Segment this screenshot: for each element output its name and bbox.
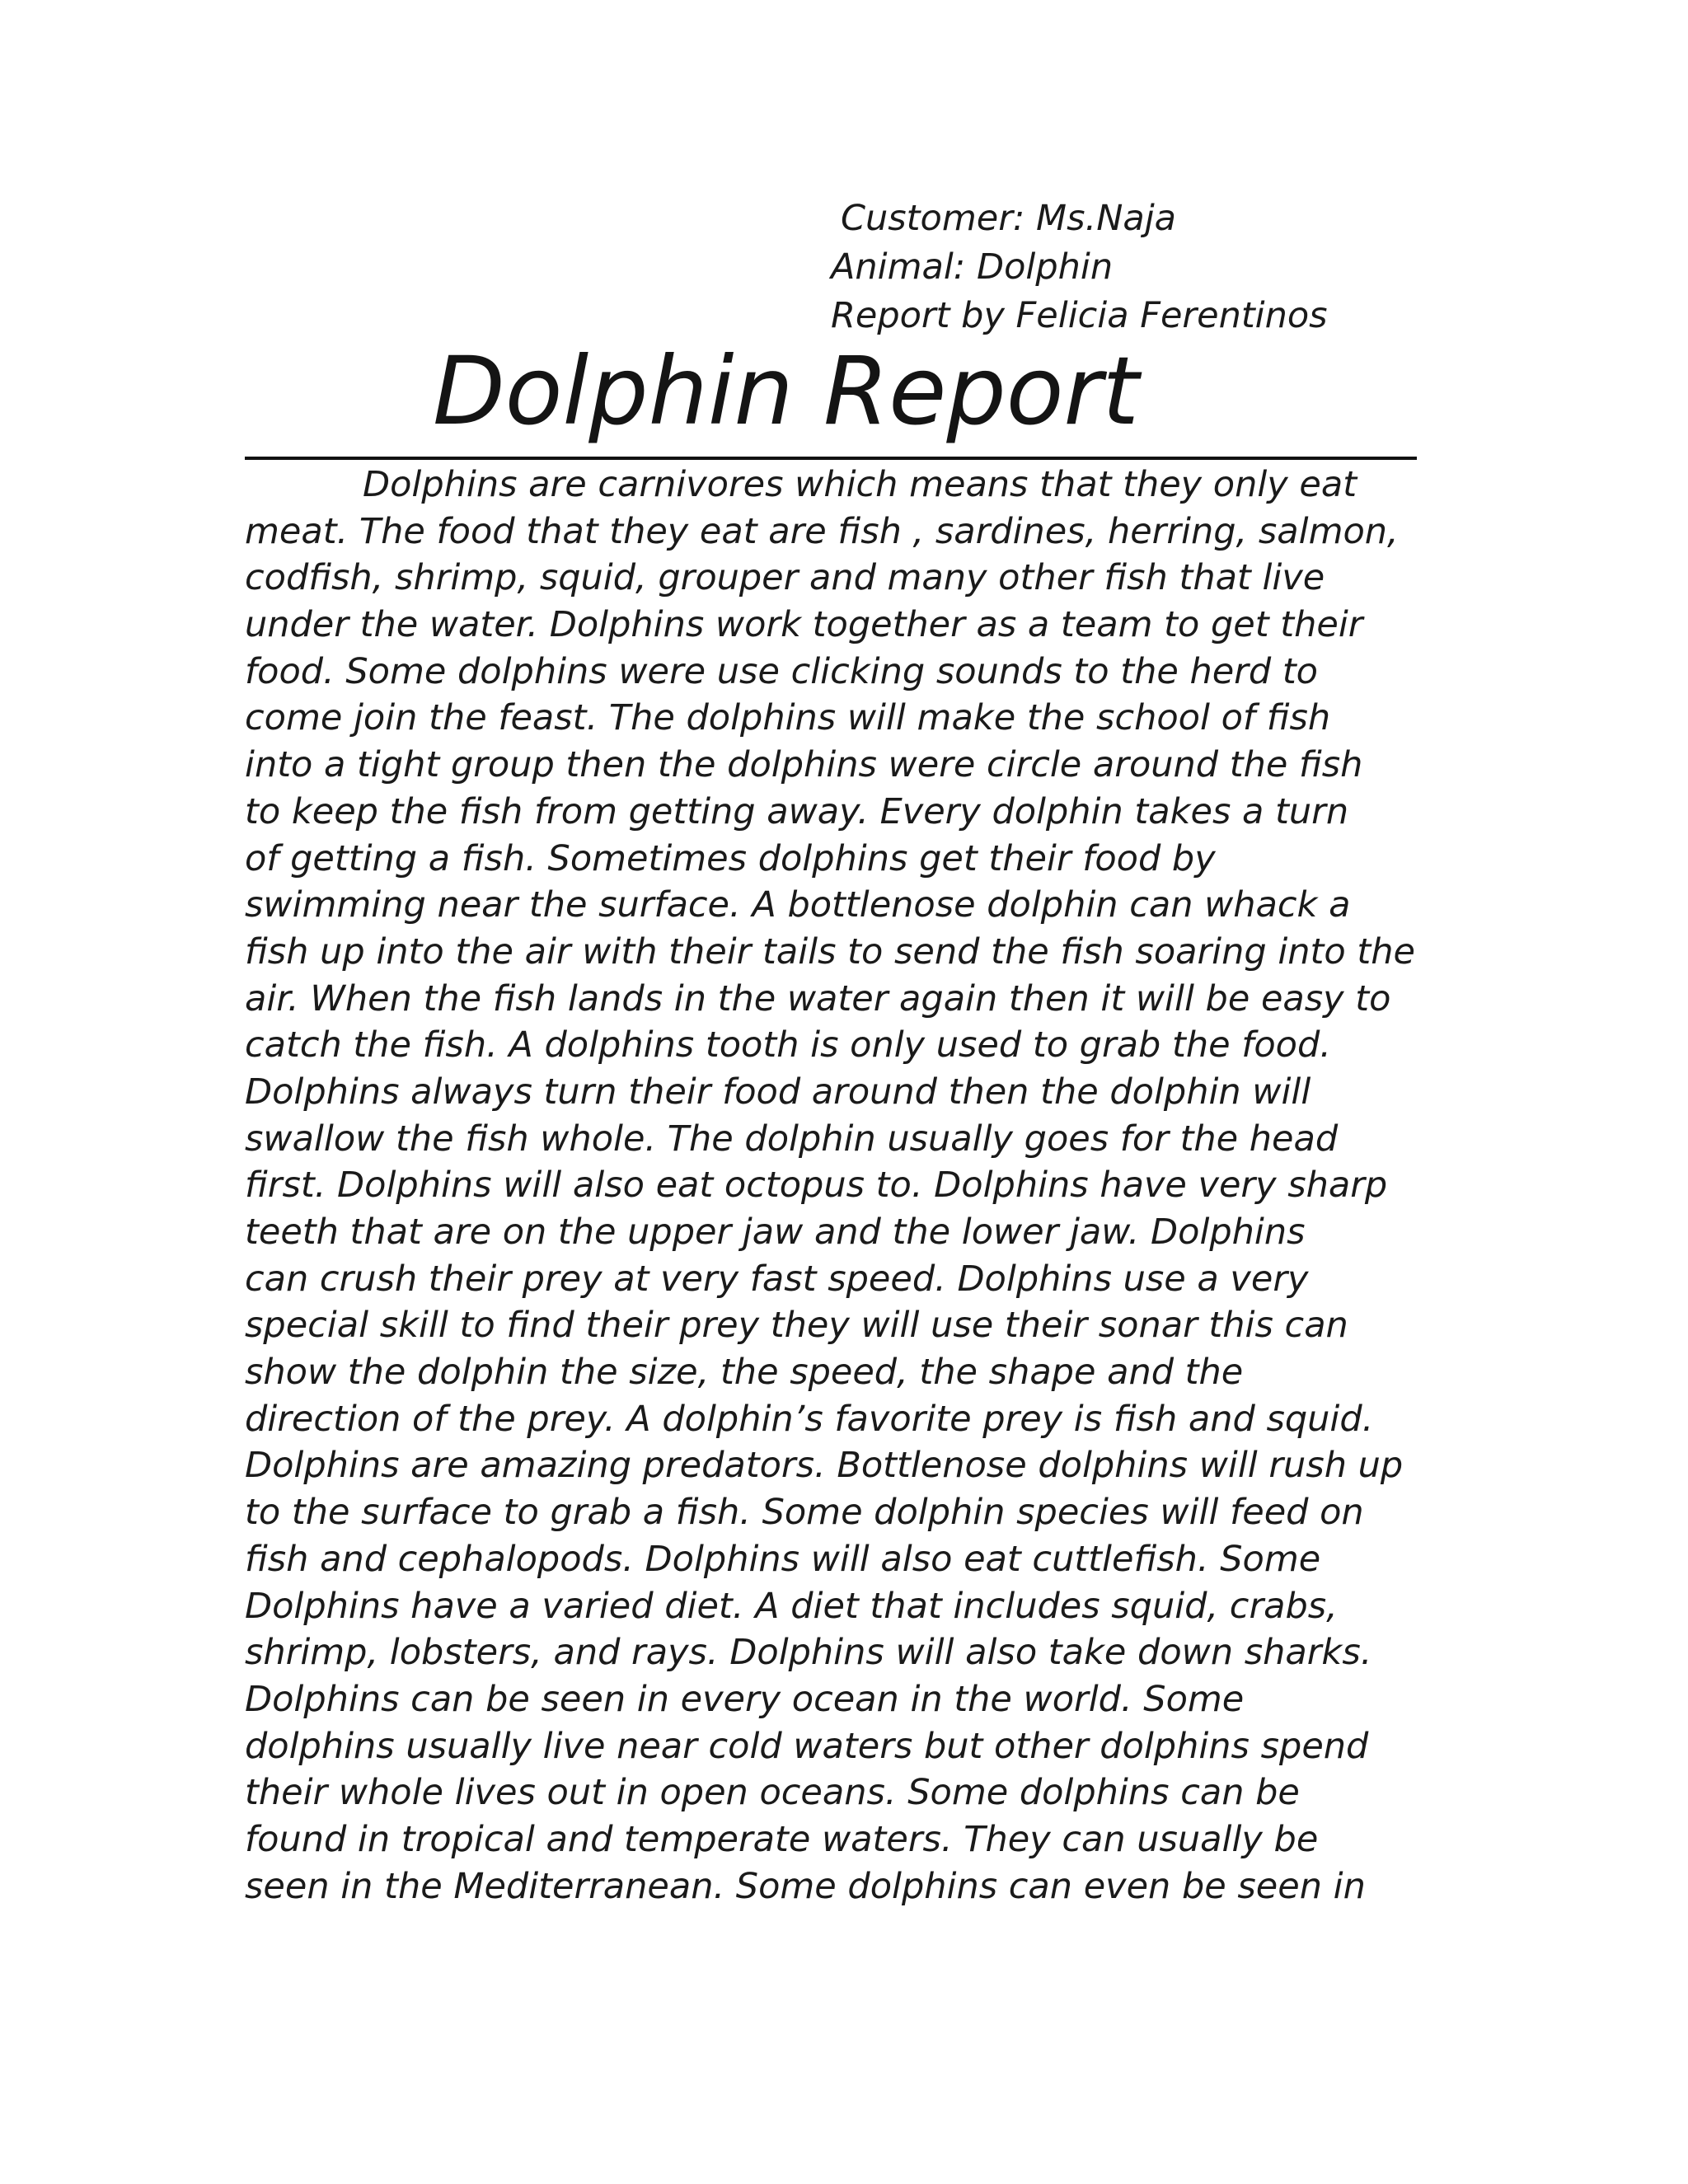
body-line: show the dolphin the size, the speed, the shape and the <box>245 1352 1244 1394</box>
report-body <box>245 462 1419 1910</box>
author-line: Report by Felicia Ferentinos <box>831 295 1328 336</box>
body-line: Dolphins are carnivores which means that they only eat <box>363 464 1357 505</box>
animal-line: Animal: Dolphin <box>831 246 1114 288</box>
body-line: found in tropical and temperate waters. They can usually be <box>245 1818 1319 1860</box>
body-line: swallow the fish whole. The dolphin usually goes for the head <box>245 1118 1339 1160</box>
body-line: Dolphins have a varied diet. A diet that includes squid, crabs, <box>245 1585 1338 1627</box>
body-line: codfish, shrimp, squid, grouper and many other fish that live <box>245 557 1325 599</box>
body-line: seen in the Mediterranean. Some dolphins can even be seen in <box>245 1865 1366 1907</box>
body-line: of getting a fish. Sometimes dolphins get their food by <box>245 837 1216 879</box>
body-line: shrimp, lobsters, and rays. Dolphins will also take down sharks. <box>245 1632 1372 1674</box>
body-line: catch the fish. A dolphins tooth is only used to grab the food. <box>245 1024 1331 1066</box>
body-line: food. Some dolphins were use clicking sounds to the herd to <box>245 650 1318 692</box>
customer-line: Customer: Ms.Naja <box>841 198 1177 239</box>
body-line: swimming near the surface. A bottlenose dolphin can whack a <box>245 884 1351 926</box>
body-line: to keep the fish from getting away. Every dolphin takes a turn <box>245 790 1349 832</box>
body-line: dolphins usually live near cold waters but other dolphins spend <box>245 1725 1369 1767</box>
body-line: Dolphins are amazing predators. Bottlenose dolphins will rush up <box>245 1445 1404 1487</box>
body-line: to the surface to grab a fish. Some dolphin species will feed on <box>245 1492 1364 1534</box>
page-title: Dolphin Report <box>433 336 1140 446</box>
body-line: into a tight group then the dolphins were circle around the fish <box>245 744 1363 786</box>
body-line: first. Dolphins will also eat octopus to. Dolphins have very sharp <box>245 1165 1388 1207</box>
body-line: fish and cephalopods. Dolphins will also eat cuttlefish. Some <box>245 1538 1321 1580</box>
body-line: come join the feast. The dolphins will make the school of fish <box>245 697 1331 739</box>
body-line: air. When the fish lands in the water again then it will be easy to <box>245 977 1391 1019</box>
body-line: Dolphins can be seen in every ocean in the world. Some <box>245 1678 1245 1720</box>
body-line: under the water. Dolphins work together as a team to get their <box>245 604 1363 646</box>
body-line: meat. The food that they eat are fish , sardines, herring, salmon, <box>245 510 1399 552</box>
body-line: teeth that are on the upper jaw and the lower jaw. Dolphins <box>245 1212 1306 1253</box>
body-line: fish up into the air with their tails to send the fish soaring into the <box>245 930 1415 972</box>
body-line: special skill to find their prey they will use their sonar this can <box>245 1305 1348 1347</box>
body-line: can crush their prey at very fast speed. Dolphins use a very <box>245 1258 1309 1300</box>
title-underline-divider <box>245 457 1417 460</box>
report-header <box>831 194 1328 340</box>
body-line: Dolphins always turn their food around then the dolphin will <box>245 1071 1311 1113</box>
body-line: direction of the prey. A dolphin’s favorite prey is fish and squid. <box>245 1398 1374 1440</box>
body-line: their whole lives out in open oceans. Some dolphins can be <box>245 1772 1300 1814</box>
